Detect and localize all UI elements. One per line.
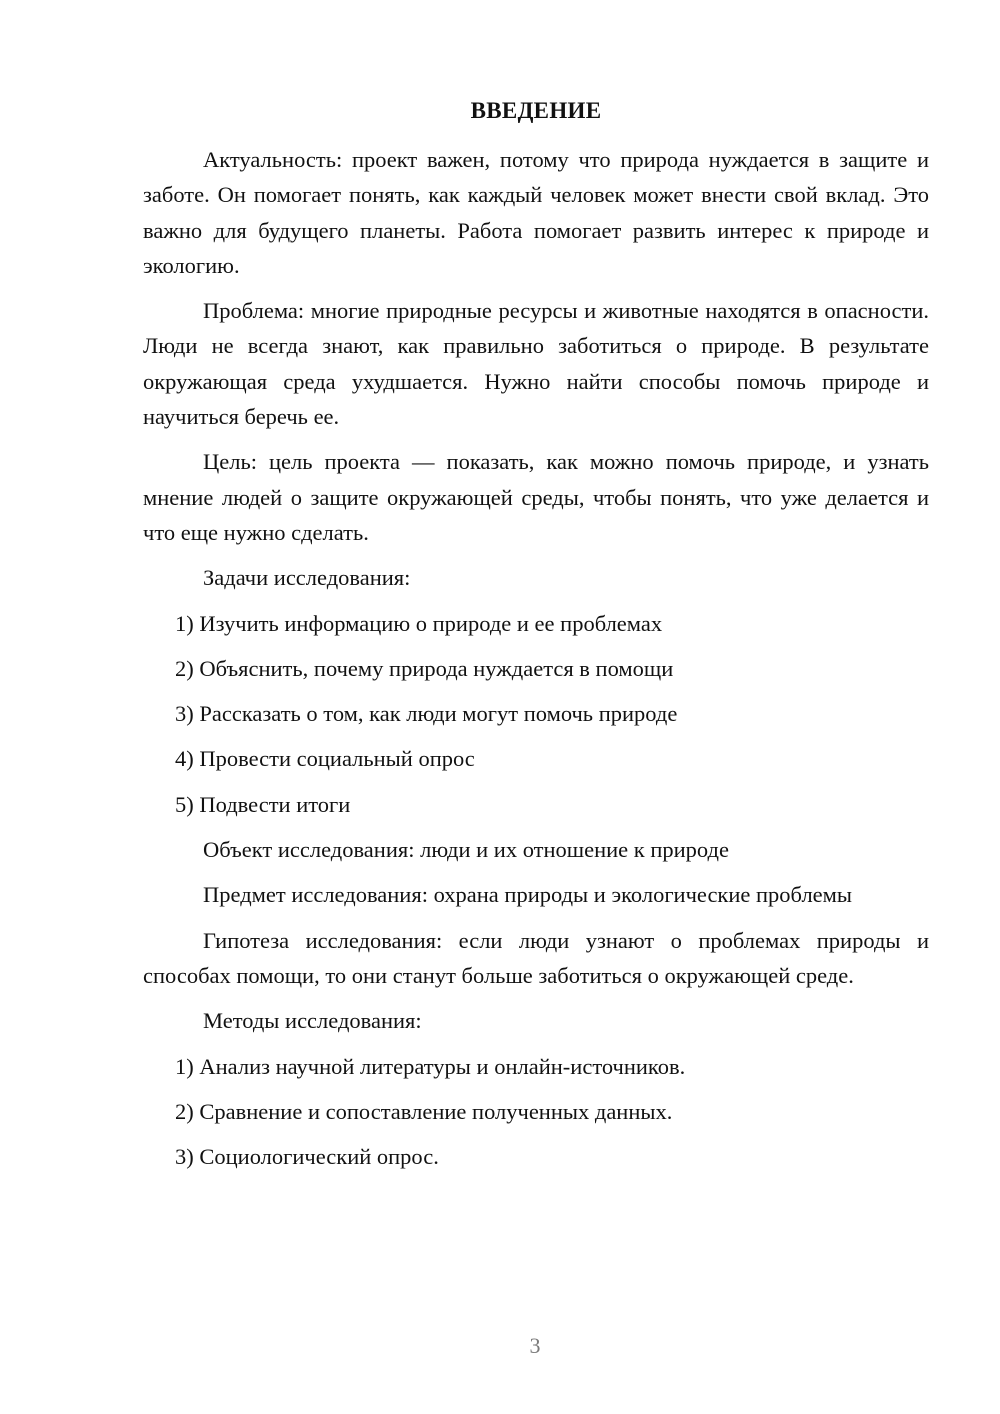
task-item: 5) Подвести итоги (175, 791, 351, 817)
task-item: 1) Изучить информацию о природе и ее проблемах (175, 610, 663, 636)
method-item: 2) Сравнение и сопоставление полученных данных. (175, 1098, 673, 1124)
section-title: ВВЕДЕНИЕ (470, 98, 602, 123)
method-item: 1) Анализ научной литературы и онлайн-источников. (175, 1053, 686, 1079)
methods-heading: Методы исследования: (203, 1008, 422, 1034)
goal-paragraph: Цель: цель проекта — показать, как можно помочь природе, и узнать мнение людей о защите окружающей среды, чтобы понять, что уже делается и что еще нужно сделать. (143, 449, 929, 545)
task-item: 4) Провести социальный опрос (175, 746, 475, 772)
method-item: 3) Социологический опрос. (175, 1144, 439, 1170)
hypothesis-paragraph: Гипотеза исследования: если люди узнают о проблемах природы и способах помощи, то они станут больше заботиться о окружающей среде. (143, 927, 929, 988)
page-number: 3 (529, 1333, 541, 1358)
problem-paragraph: Проблема: многие природные ресурсы и животные находятся в опасности. Люди не всегда знают, как правильно заботиться о природе. В результате окружающая среда ухудшается. Нужно найти способы помочь природе и научиться беречь ее. (143, 298, 929, 430)
document-page (143, 96, 929, 1184)
task-item: 2) Объяснить, почему природа нуждается в помощи (175, 655, 674, 681)
research-subject: Предмет исследования: охрана природы и экологические проблемы (203, 882, 853, 908)
relevance-paragraph: Актуальность: проект важен, потому что природа нуждается в защите и заботе. Он помогает понять, как каждый человек может внести свой вклад. Это важно для будущего планеты. Работа помогает развить интерес к природе и экологию. (143, 147, 929, 278)
tasks-heading: Задачи исследования: (203, 565, 411, 591)
research-object: Объект исследования: люди и их отношение к природе (203, 837, 729, 863)
task-item: 3) Рассказать о том, как люди могут помочь природе (175, 701, 678, 727)
